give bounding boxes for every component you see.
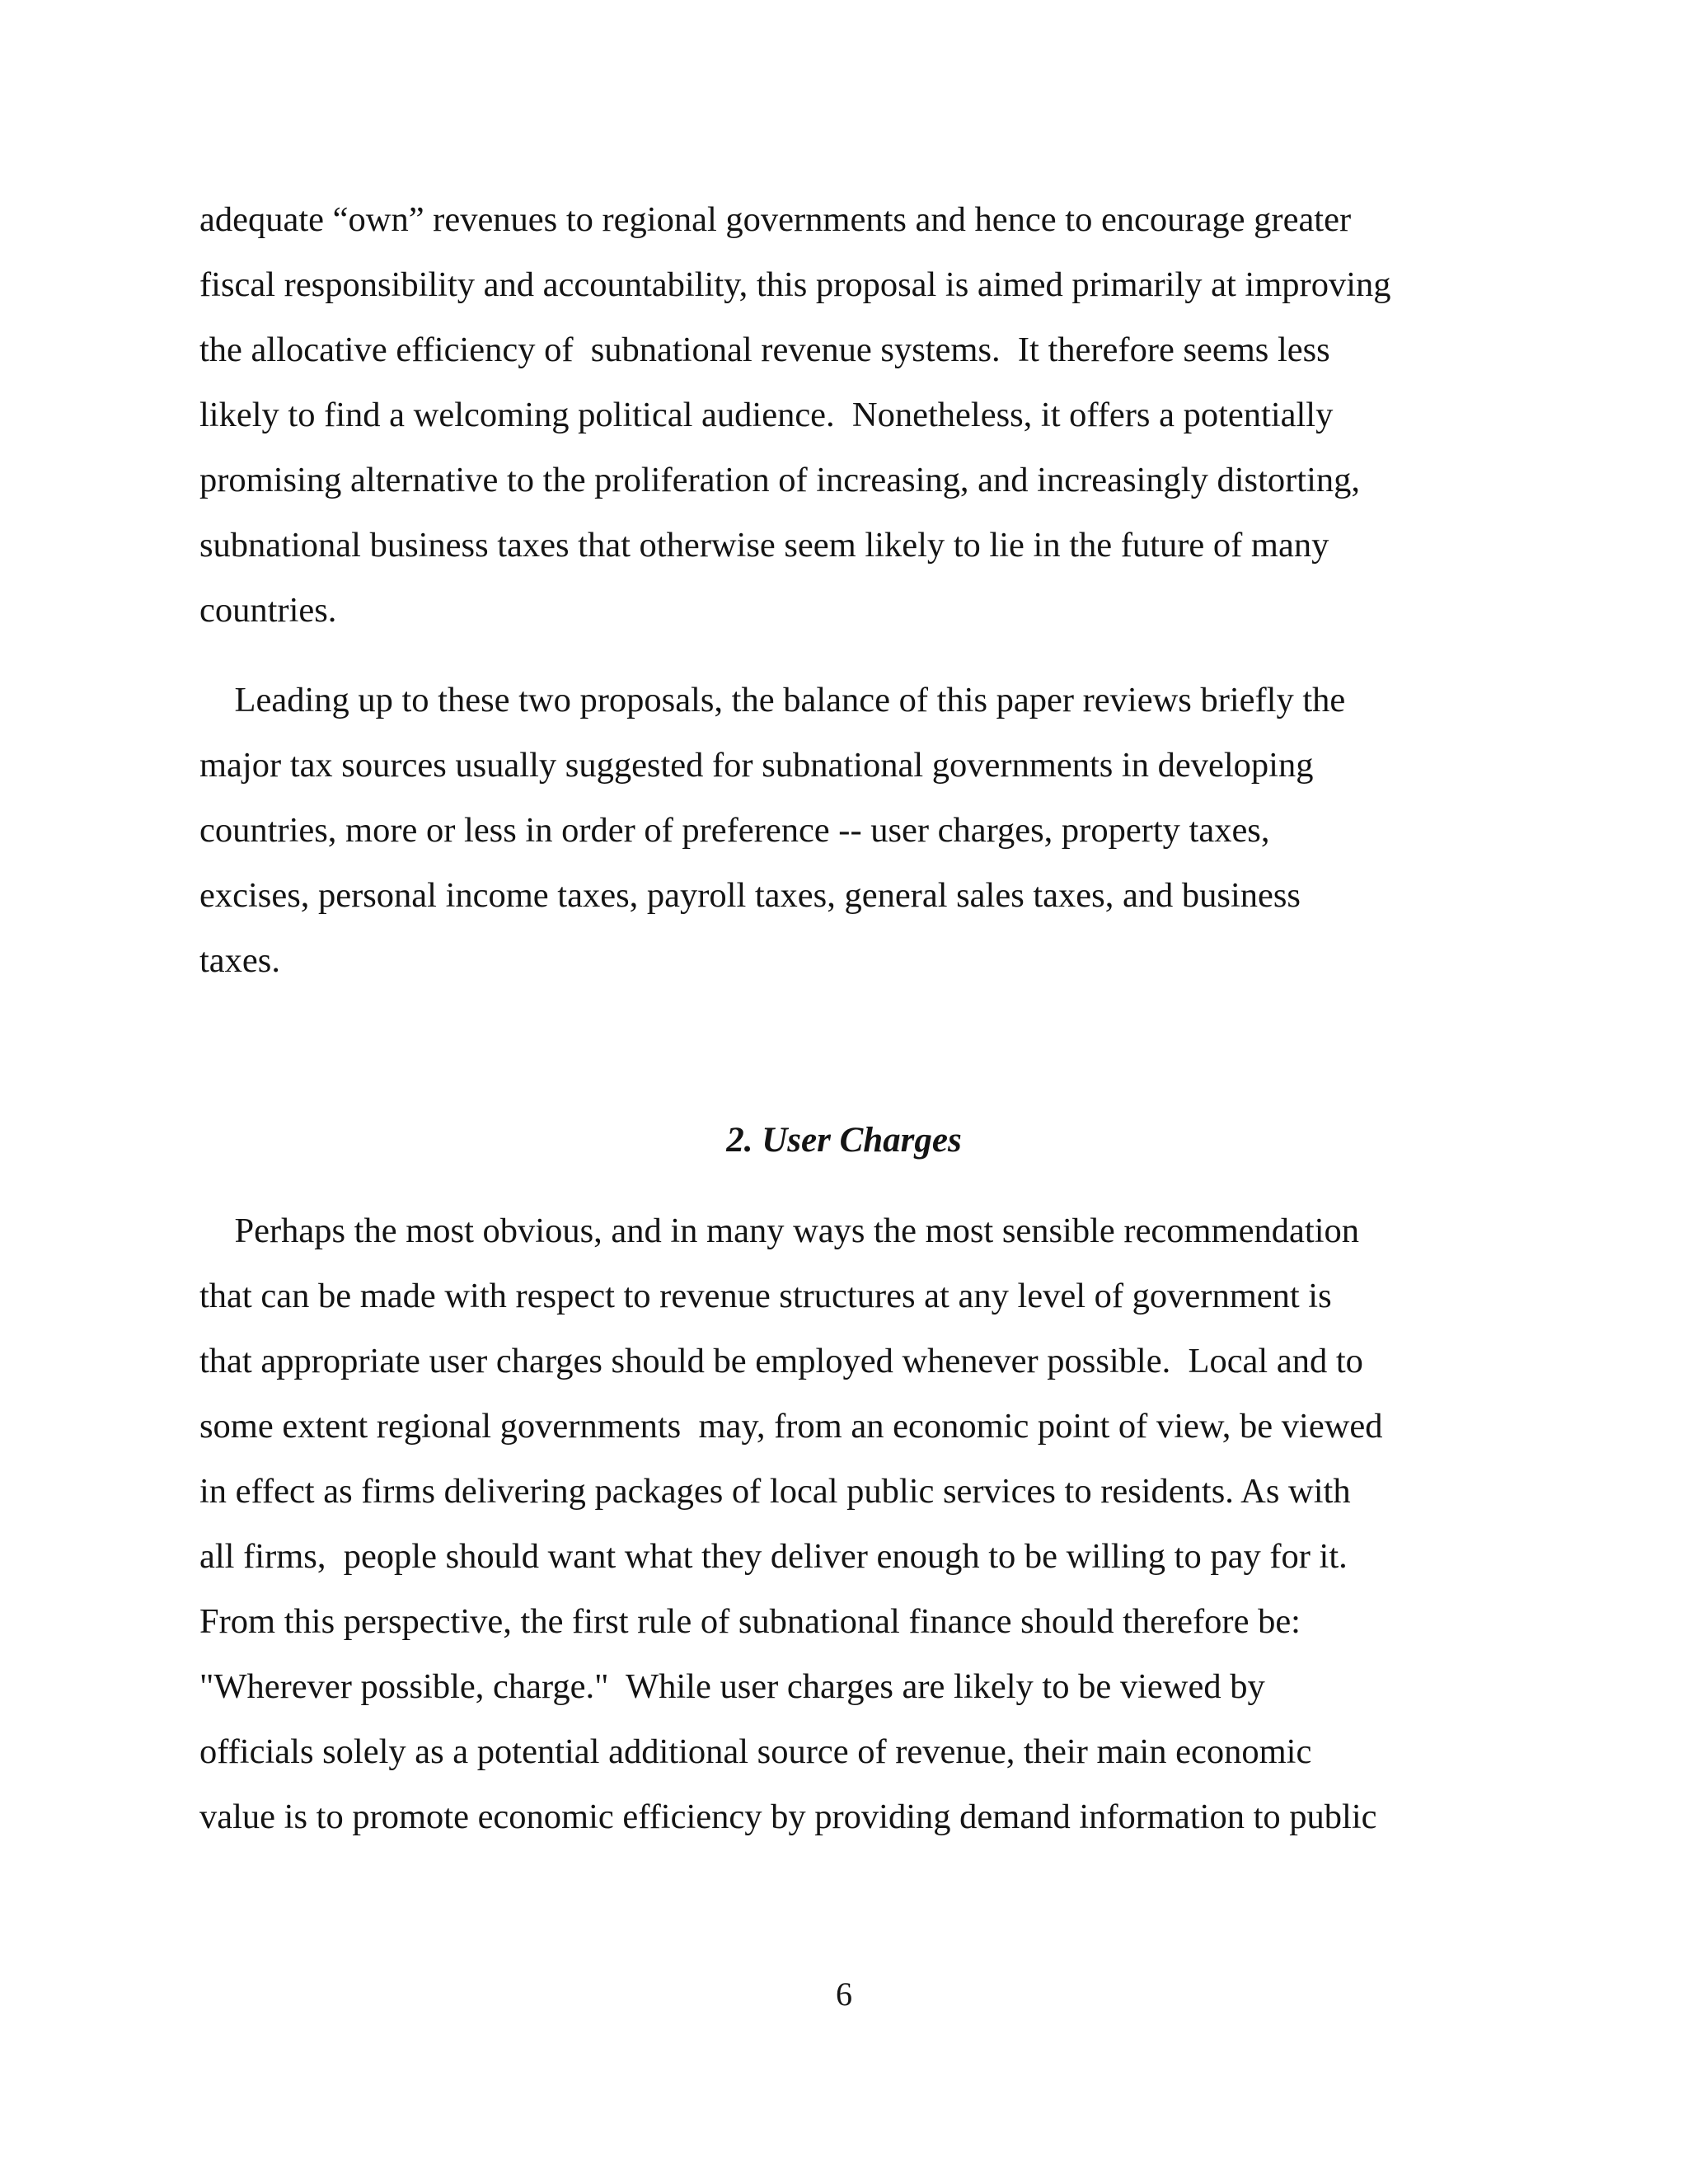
text-line: Leading up to these two proposals, the balance of this paper reviews briefly the xyxy=(199,681,1346,719)
text-line: promising alternative to the proliferation of increasing, and increasingly distorting, xyxy=(199,461,1361,499)
text-line: fiscal responsibility and accountability, this proposal is aimed primarily at improving xyxy=(199,265,1391,304)
text-line: some extent regional governments may, from an economic point of view, be viewed xyxy=(199,1407,1383,1446)
text-line: countries, more or less in order of preference -- user charges, property taxes, xyxy=(199,811,1270,850)
text-line: that appropriate user charges should be employed whenever possible. Local and to xyxy=(199,1342,1363,1380)
text-line: countries. xyxy=(199,591,337,630)
text-line: officials solely as a potential additional source of revenue, their main economic xyxy=(199,1732,1312,1771)
text-line: From this perspective, the first rule of subnational finance should therefore be: xyxy=(199,1602,1301,1641)
text-line: that can be made with respect to revenue structures at any level of government is xyxy=(199,1277,1332,1315)
section-heading: 2. User Charges xyxy=(726,1121,962,1160)
text-line: all firms, people should want what they deliver enough to be willing to pay for it. xyxy=(199,1537,1348,1576)
text-line: excises, personal income taxes, payroll taxes, general sales taxes, and business xyxy=(199,876,1301,915)
text-line: value is to promote economic efficiency by providing demand information to public xyxy=(199,1797,1377,1836)
text-line: Perhaps the most obvious, and in many ways the most sensible recommendation xyxy=(199,1212,1360,1250)
page-number: 6 xyxy=(836,1975,852,2013)
text-line: in effect as firms delivering packages of local public services to residents. As with xyxy=(199,1472,1351,1511)
text-line: major tax sources usually suggested for subnational governments in developing xyxy=(199,746,1314,785)
text-line: likely to find a welcoming political audience. Nonetheless, it offers a potentially xyxy=(199,396,1334,434)
text-line: "Wherever possible, charge." While user charges are likely to be viewed by xyxy=(199,1667,1265,1706)
text-line: adequate “own” revenues to regional governments and hence to encourage greater xyxy=(199,200,1352,239)
text-line: subnational business taxes that otherwise seem likely to lie in the future of many xyxy=(199,526,1329,565)
text-line: the allocative efficiency of subnational revenue systems. It therefore seems less xyxy=(199,330,1330,369)
text-line: taxes. xyxy=(199,941,280,980)
